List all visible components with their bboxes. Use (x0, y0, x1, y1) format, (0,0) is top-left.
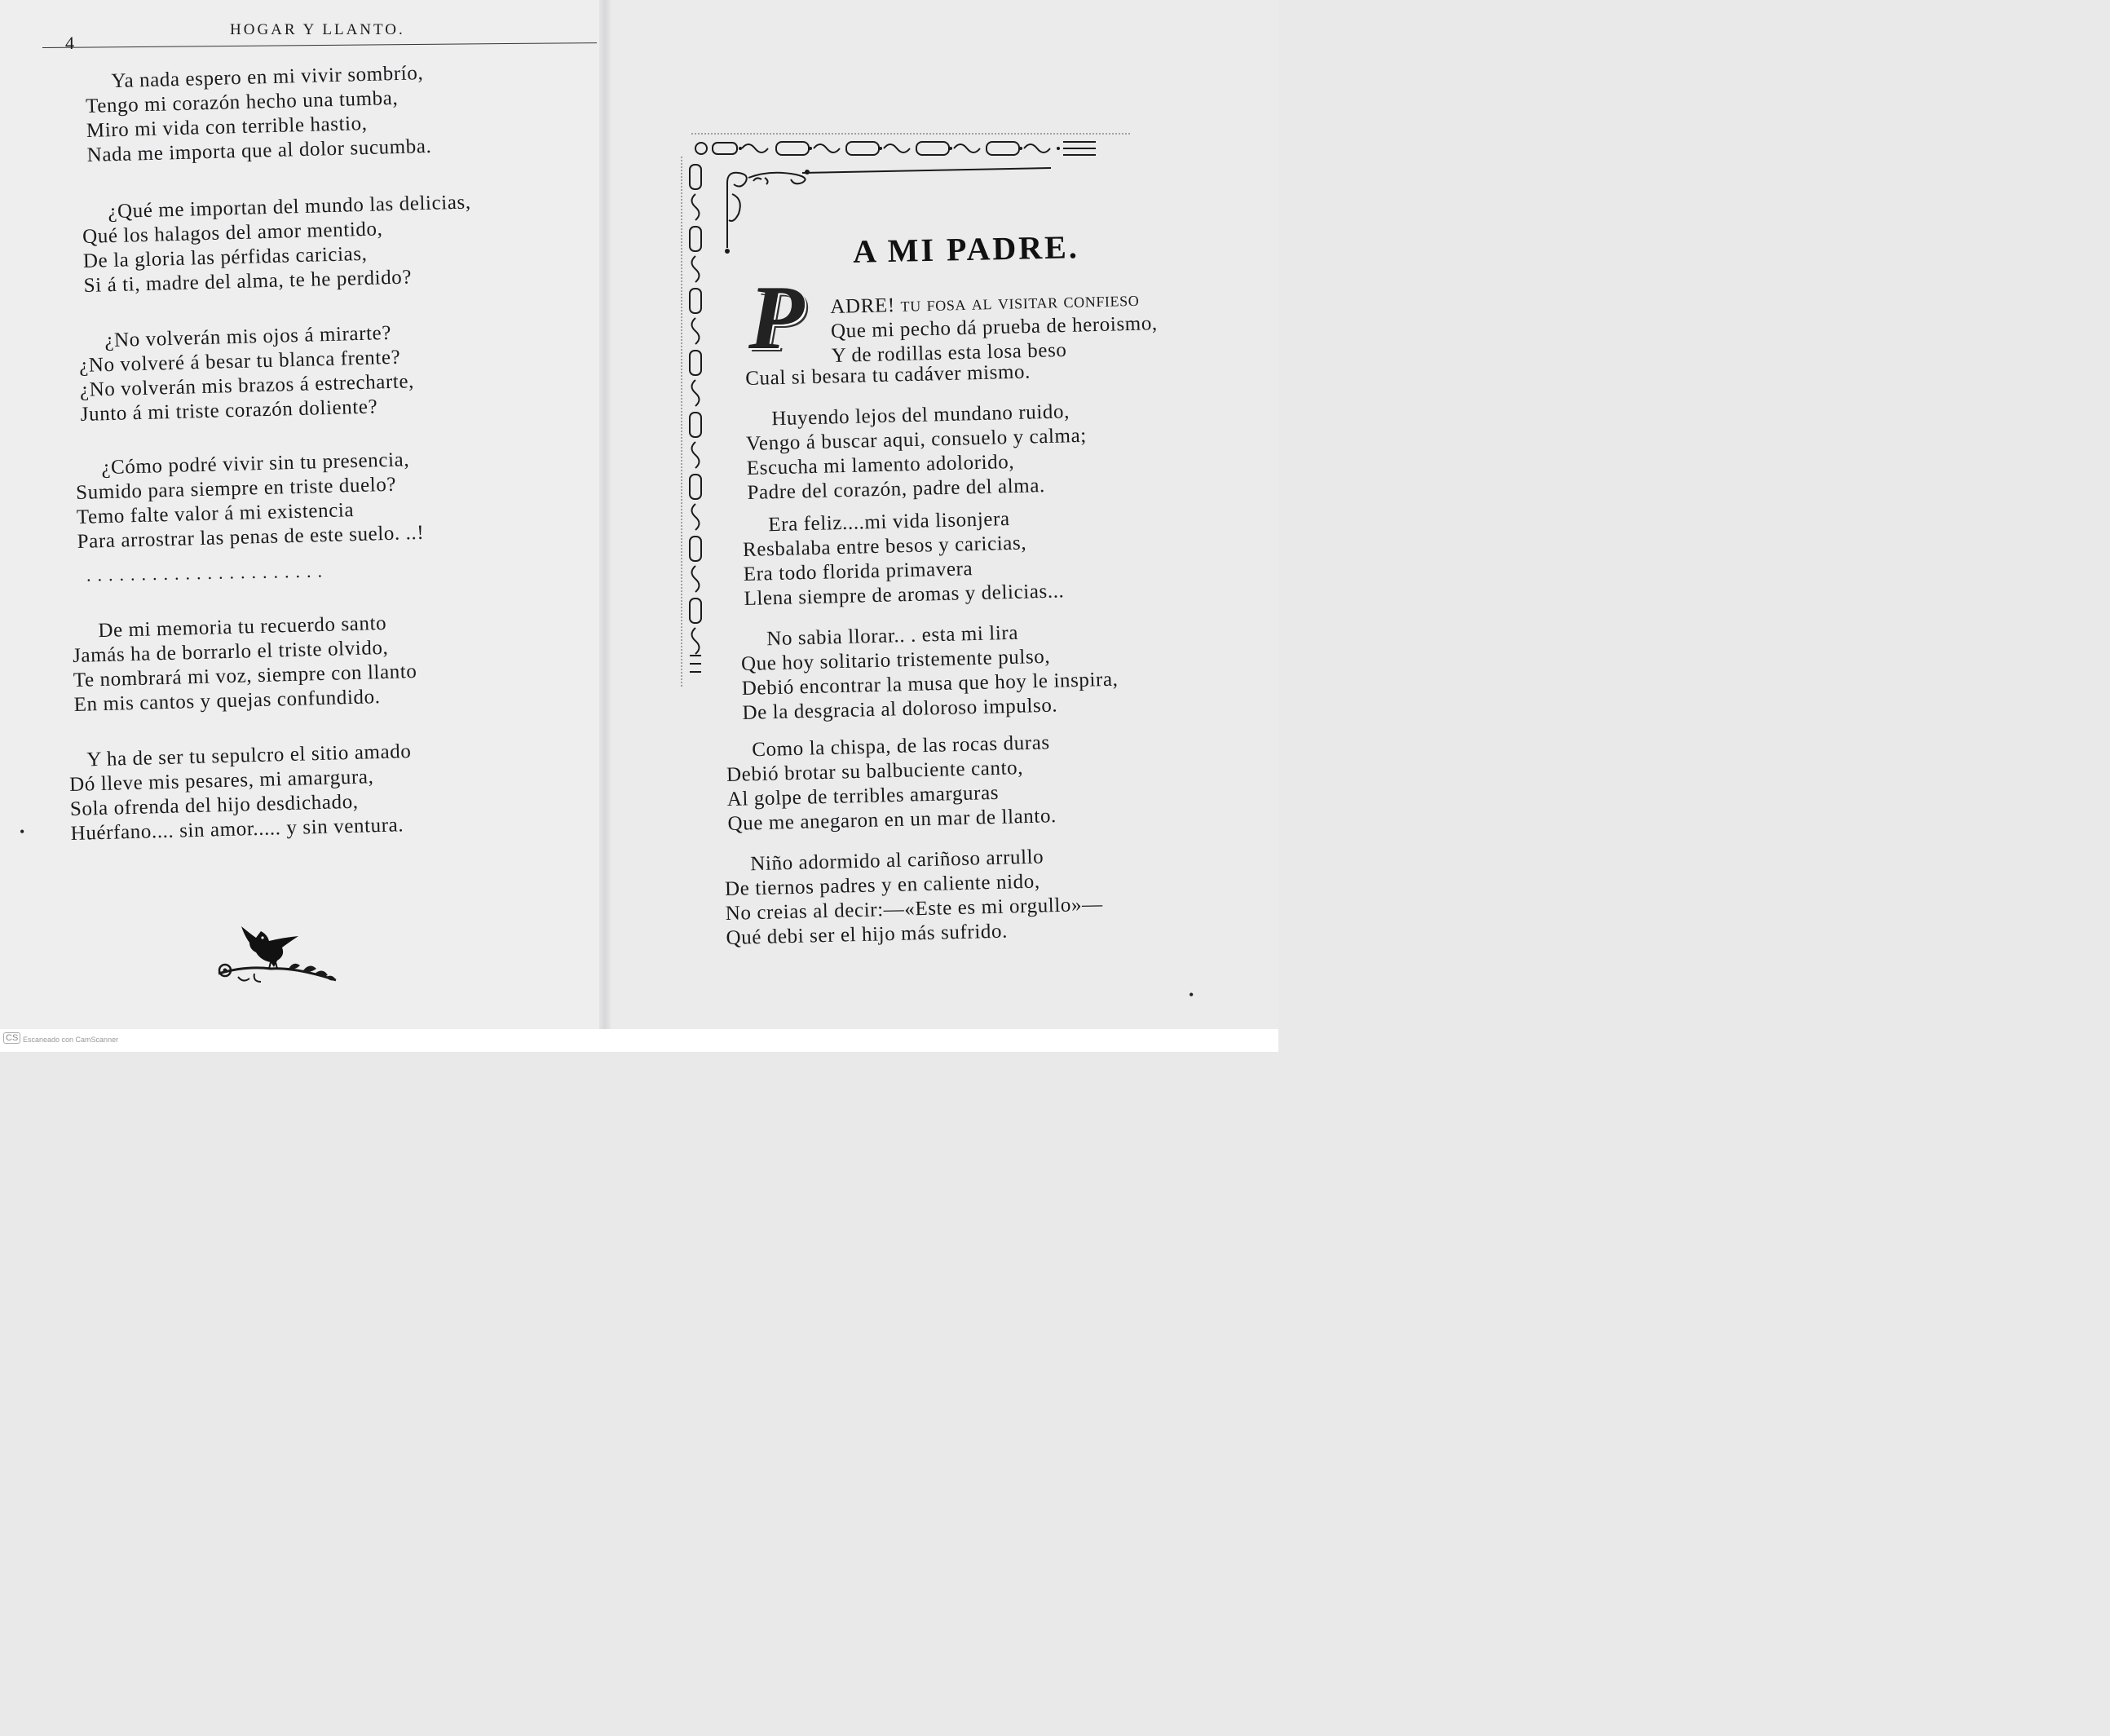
left-stanza-4 (75, 448, 425, 554)
verse-line: Vengo á buscar aqui, consuelo y calma; (745, 424, 1088, 455)
verse-line: Llena siempre de aromas y delicias... (744, 580, 1065, 610)
left-stanza-6 (68, 740, 413, 846)
verse-line: ¿Cómo podré vivir sin tu presencia, (101, 448, 410, 479)
verse-line: Que me anegaron en un mar de llanto. (727, 805, 1057, 835)
verse-line: No creias al decir:—«Este es mi orgullo»— (725, 893, 1103, 925)
verse-line: ¿No volverán mis brazos á estrecharte, (79, 370, 415, 401)
scanner-logo: CS (3, 1032, 20, 1044)
right-stanza-2 (745, 400, 1088, 506)
verse-line: Sumido para siempre en triste duelo? (75, 473, 397, 504)
right-stanza-1-wrap (830, 287, 1159, 369)
ink-speck: • (20, 824, 25, 840)
verse-line: Que hoy solitario tristemente pulso, (740, 645, 1051, 675)
right-stanza-4 (740, 619, 1119, 726)
verse-line: De la gloria las pérfidas caricias, (82, 242, 368, 272)
verse-line: Y ha de ser tu sepulcro el sitio amado (86, 740, 412, 771)
left-stanza-5 (72, 611, 418, 718)
scanner-credit: Escaneado con CamScanner (23, 1036, 119, 1044)
verse-line: Debió encontrar la musa que hoy le inspira, (741, 668, 1119, 700)
verse-line: ADRE! tu fosa al visitar confieso (830, 288, 1140, 318)
right-stanza-5 (726, 731, 1057, 837)
verse-line: Nada me importa que al dolor sucumba. (86, 135, 432, 166)
verse-line: Y de rodillas esta losa beso (831, 338, 1067, 367)
verse-line: Padre del corazón, padre del alma. (747, 475, 1046, 504)
verse-line: Si á ti, madre del alma, te he perdido? (83, 266, 413, 297)
verse-line: Temo falte valor á mi existencia (76, 499, 355, 528)
verse-line: ¿No volveré á besar tu blanca frente? (78, 346, 401, 377)
verse-line: Al golpe de terribles amarguras (726, 781, 1000, 811)
verse-line: De la desgracia al doloroso impulso. (742, 694, 1058, 724)
verse-line: De mi memoria tu recuerdo santo (98, 612, 387, 643)
verse-line: Que mi pecho dá prueba de heroismo, (830, 312, 1159, 342)
verse-line: Huyendo lejos del mundano ruido, (771, 400, 1070, 431)
verse-line: De tiernos padres y en caliente nido, (724, 870, 1040, 900)
verse-line: En mis cantos y quejas confundido. (73, 686, 381, 716)
right-stanza-3 (742, 506, 1065, 612)
ornamental-border-icon (691, 132, 1132, 161)
ornamental-border-icon (680, 157, 709, 687)
verse-line: Qué los halagos del amor mentido, (82, 218, 383, 248)
verse-line: Jamás ha de borrarlo el triste olvido, (72, 636, 389, 667)
verse-line: Era todo florida primavera (743, 558, 973, 585)
verse-line: No sabia llorar.. . esta mi lira (766, 621, 1019, 651)
verse-line: Para arrostrar las penas de este suelo. ..! (77, 521, 425, 553)
dot-leader: ...................... (86, 560, 329, 585)
scan-bottom-strip (0, 1029, 1278, 1052)
verse-line: Te nombrará mi voz, siempre con llanto (73, 660, 417, 691)
verse-line: Resbalaba entre besos y caricias, (742, 532, 1027, 561)
verse-line: Debió brotar su balbuciente canto, (726, 757, 1024, 786)
verse-line: ¿No volverán mis ojos á mirarte? (104, 321, 392, 352)
poem-title: A MI PADRE. (852, 228, 1080, 270)
verse-line: Qué debi ser el hijo más sufrido. (726, 920, 1009, 949)
bird-on-branch-icon (214, 920, 344, 993)
book-gutter (599, 0, 611, 1029)
verse-line: Era feliz....mi vida lisonjera (768, 507, 1010, 537)
verse-line: Como la chispa, de las rocas duras (752, 731, 1051, 762)
verse-line: Huérfano.... sin amor..... y sin ventura. (70, 814, 404, 845)
verse-line: Junto á mi triste corazón doliente? (80, 395, 378, 426)
verse-line: ¿Qué me importan del mundo las delicias, (108, 191, 471, 223)
page-number: 4 (65, 33, 74, 53)
drop-cap: P (748, 267, 805, 369)
verse-line: Miro mi vida con terrible hastio, (86, 112, 368, 142)
right-stanza-6 (724, 844, 1104, 951)
verse-line: Dó lleve mis pesares, mi amargura, (68, 766, 374, 796)
left-stanza-2 (82, 191, 473, 298)
verse-line: Escucha mi lamento adolorido, (746, 450, 1015, 479)
verse-line: Cual si besara tu cadáver mismo. (745, 360, 1031, 390)
verse-line: Niño adormido al cariñoso arrullo (750, 846, 1044, 876)
verse-line: Ya nada espero en mi vivir sombrío, (111, 62, 424, 93)
left-stanza-1 (85, 61, 432, 168)
verse-line: Sola ofrenda del hijo desdichado, (69, 790, 359, 820)
left-stanza-3 (78, 320, 415, 427)
running-title: HOGAR Y LLANTO. (230, 21, 405, 38)
verse-line: Tengo mi corazón hecho una tumba, (85, 86, 399, 117)
ink-speck: • (1189, 987, 1194, 1003)
